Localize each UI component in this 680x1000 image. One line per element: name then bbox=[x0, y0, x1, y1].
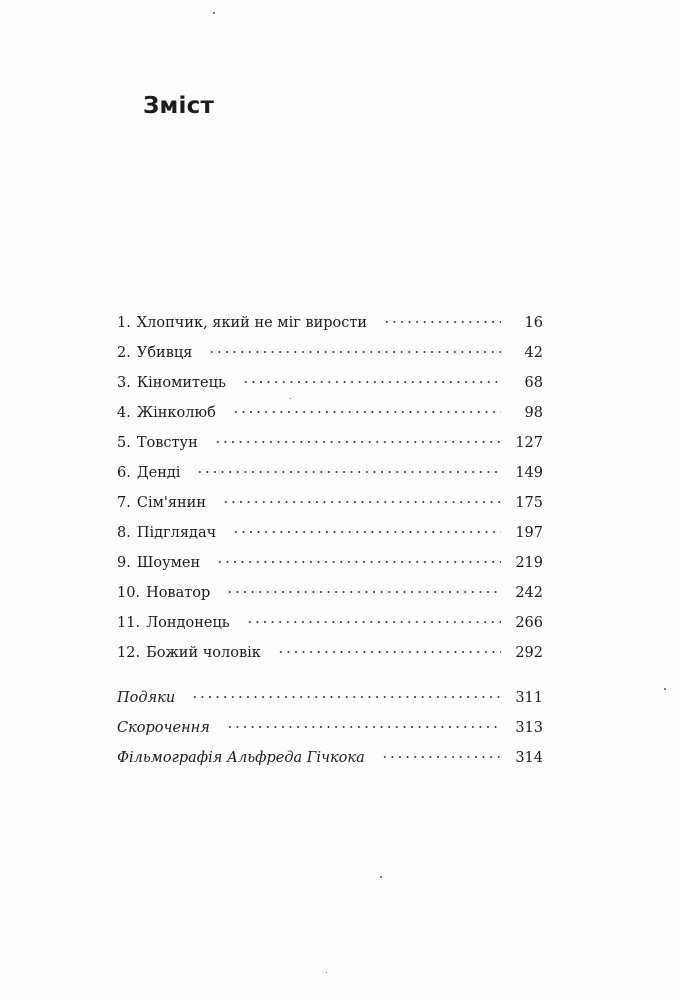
toc-entry-3[interactable] bbox=[117, 368, 543, 398]
dot-leader bbox=[191, 696, 501, 698]
toc-entry-number: 1. bbox=[117, 315, 131, 331]
toc-entry-label bbox=[117, 608, 230, 638]
dot-leader bbox=[226, 591, 501, 593]
toc-entry-label bbox=[117, 578, 210, 608]
toc-entry-number: 11. bbox=[117, 615, 141, 631]
toc-entry-number: 10. bbox=[117, 585, 141, 601]
toc-entry-title: Подяки bbox=[117, 690, 176, 706]
toc-entry-11[interactable] bbox=[117, 608, 543, 638]
toc-entry-title: Божий чоловік bbox=[146, 645, 261, 661]
toc-entry-9[interactable] bbox=[117, 548, 543, 578]
toc-entry-title: Шоумен bbox=[136, 555, 201, 571]
page-title: Зміст bbox=[143, 93, 214, 119]
toc-entry-page: 266 bbox=[515, 615, 543, 631]
dot-leader bbox=[277, 651, 501, 653]
toc-entry-filmography[interactable] bbox=[117, 743, 543, 773]
toc-entry-10[interactable] bbox=[117, 578, 543, 608]
toc-entry-page: 42 bbox=[524, 345, 543, 361]
toc-entry-page: 149 bbox=[515, 465, 543, 481]
toc-entry-label bbox=[117, 338, 192, 368]
toc-entry-title: Жінколюб bbox=[136, 405, 216, 421]
dot-leader bbox=[246, 621, 501, 623]
toc-entry-number: 4. bbox=[117, 405, 131, 421]
toc-entry-title: Товстун bbox=[136, 435, 198, 451]
toc-entry-page: 98 bbox=[524, 405, 543, 421]
toc-entry-title: Денді bbox=[136, 465, 181, 481]
toc-chapter-list bbox=[117, 308, 543, 668]
toc-entry-page: 219 bbox=[515, 555, 543, 571]
dot-leader bbox=[383, 321, 501, 323]
dot-leader bbox=[208, 351, 501, 353]
toc-entry-page: 311 bbox=[515, 690, 543, 706]
toc-entry-title: Скорочення bbox=[117, 720, 210, 736]
toc-entry-number: 3. bbox=[117, 375, 131, 391]
toc-entry-title: Кіномитець bbox=[136, 375, 226, 391]
toc-entry-label bbox=[117, 428, 198, 458]
toc-entry-page: 175 bbox=[515, 495, 543, 511]
dot-leader bbox=[214, 441, 501, 443]
toc-entry-number: 5. bbox=[117, 435, 131, 451]
toc-entry-page: 16 bbox=[524, 315, 543, 331]
toc-entry-title: Сім'янин bbox=[136, 495, 206, 511]
toc-entry-acknowledgements[interactable] bbox=[117, 683, 543, 713]
toc-entry-5[interactable] bbox=[117, 428, 543, 458]
toc-entry-number: 2. bbox=[117, 345, 131, 361]
toc-entry-number: 6. bbox=[117, 465, 131, 481]
scan-speck bbox=[380, 876, 382, 878]
toc-entry-title: Новатор bbox=[146, 585, 211, 601]
scan-speck bbox=[213, 12, 215, 14]
toc-entry-title: Лондонець bbox=[146, 615, 230, 631]
scan-speck bbox=[326, 972, 327, 973]
toc-entry-6[interactable] bbox=[117, 458, 543, 488]
toc-entry-4[interactable] bbox=[117, 398, 543, 428]
scan-speck bbox=[290, 398, 291, 399]
toc-entry-title: Хлопчик, який не міг вирости bbox=[136, 315, 368, 331]
toc-entry-title: Фільмографія Альфреда Гічкока bbox=[117, 750, 365, 766]
toc-back-matter-list bbox=[117, 683, 543, 773]
toc-entry-7[interactable] bbox=[117, 488, 543, 518]
toc-entry-8[interactable] bbox=[117, 518, 543, 548]
toc-entry-label bbox=[117, 488, 206, 518]
toc-entry-label bbox=[117, 308, 367, 338]
dot-leader bbox=[242, 381, 501, 383]
toc-entry-number: 7. bbox=[117, 495, 131, 511]
toc-entry-page: 292 bbox=[515, 645, 543, 661]
dot-leader bbox=[226, 726, 501, 728]
toc-entry-label bbox=[117, 398, 216, 428]
toc-entry-label bbox=[117, 368, 226, 398]
dot-leader bbox=[381, 756, 501, 758]
toc-entry-label bbox=[117, 458, 180, 488]
toc-entry-page: 314 bbox=[515, 750, 543, 766]
toc-entry-page: 197 bbox=[515, 525, 543, 541]
toc-entry-page: 127 bbox=[515, 435, 543, 451]
toc-entry-title: Убивця bbox=[136, 345, 193, 361]
toc-entry-label bbox=[117, 638, 261, 668]
toc-entry-page: 313 bbox=[515, 720, 543, 736]
dot-leader bbox=[216, 561, 501, 563]
toc-entry-number: 9. bbox=[117, 555, 131, 571]
dot-leader bbox=[232, 531, 501, 533]
toc-entry-page: 68 bbox=[524, 375, 543, 391]
toc-entry-title: Підглядач bbox=[136, 525, 217, 541]
toc-entry-abbreviations[interactable] bbox=[117, 713, 543, 743]
toc-entry-number: 12. bbox=[117, 645, 141, 661]
toc-entry-2[interactable] bbox=[117, 338, 543, 368]
toc-entry-1[interactable] bbox=[117, 308, 543, 338]
toc-entry-label bbox=[117, 548, 200, 578]
toc-entry-12[interactable] bbox=[117, 638, 543, 668]
dot-leader bbox=[232, 411, 501, 413]
dot-leader bbox=[196, 471, 501, 473]
toc-entry-page: 242 bbox=[515, 585, 543, 601]
scan-speck bbox=[664, 688, 666, 690]
toc-entry-number: 8. bbox=[117, 525, 131, 541]
toc-entry-label bbox=[117, 518, 216, 548]
dot-leader bbox=[222, 501, 501, 503]
